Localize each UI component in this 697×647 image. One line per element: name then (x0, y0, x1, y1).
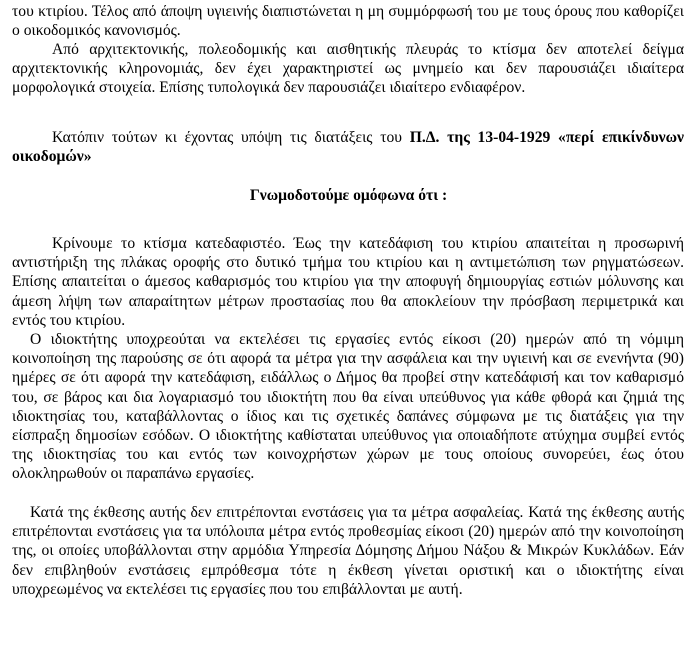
decision-heading: Γνωμοδοτούμε ομόφωνα ότι : (249, 187, 448, 204)
paragraph-demolition: Κρίνουμε το κτίσμα κατεδαφιστέο. Έως την κατεδάφιση του κτιρίου απαιτείται η προσωρινή αντιστήριξη της πλάκας οροφής στο δυτικό τμήμα του κτιρίου και η αντιμετώπιση των ρηγματώσεων. Επίσης απαιτείται ο άμεσος καθαρισμός του κτιρίου για την αποφυγή δημιουργίας εστιών μόλυνσης και άμεση λήψη των απαραίτητων μέτρων προστασίας που θα αποκλείουν την πρόσβαση περιμετρικά και εντός του κτιρίου. (12, 235, 684, 329)
paragraph-objections: Κατά της έκθεσης αυτής δεν επιτρέπονται ενστάσεις για τα μέτρα ασφαλείας. Κατά της έκθεσης αυτής επιτρέπονται ενστάσεις για τα υπόλοιπα μέτρα εντός προθεσμίας είκοσι (20) ημερών από την κοινοποίηση της, οι οποίες υποβάλλονται στην αρμόδια Υπηρεσία Δόμησης Δήμου Νάξου & Μικρών Κυκλάδων. Εάν δεν επιβληθούν ενστάσεις εμπρόθεσμα τότε η έκθεση γίνεται οριστική και ο ιδιοκτήτης είναι υποχρεωμένος να εκτελέσει τις εργασίες που του επιβάλλονται με αυτή. (12, 504, 684, 598)
paragraph-legal-basis (12, 128, 684, 166)
paragraph-owner-obligations: Ο ιδιοκτήτης υποχρεούται να εκτελέσει τις εργασίες εντός είκοσι (20) ημερών από τη νόμιμη κοινοποίηση της παρούσης σε ότι αφορά τα μέτρα για την ασφάλεια και την υγιεινή και σε ενενήντα (90) ημέρες σε ότι αφορά την κατεδάφιση, ειδάλλως ο Δήμος θα προβεί στην κατεδάφισή και τον καθαρισμό του, σε βάρος και δια λογαριασμό του ιδιοκτήτη που θα είναι υπεύθυνος για κάθε φθορά και ζημιά της ιδιοκτησίας του, καταβάλλοντας ο ίδιος και τις σχετικές δαπάνες σύμφωνα με τις διατάξεις για την είσπραξη δημοσίων εσόδων. Ο ιδιοκτήτης καθίσταται υπεύθυνος για οποιαδήποτε ατύχημα συμβεί εντός της ιδιοκτησίας του και εντός των κοινοχρήστων χώρων με τους οποίους συνορεύει, έως ότου ολοκληρωθούν οι παραπάνω εργασίες. (12, 331, 684, 483)
paragraph-hygiene: του κτιρίου. Τέλος από άποψη υγιεινής διαπιστώνεται η μη συμμόρφωσή του με τους όρους που καθορίζει ο οικοδομικός κανονισμός. (12, 3, 684, 40)
paragraph-architecture: Από αρχιτεκτονικής, πολεοδομικής και αισθητικής πλευράς το κτίσμα δεν αποτελεί δείγμα αρχιτεκτονικής κληρονομιάς, δεν έχει χαρακτηριστεί ως μνημείο και δεν παρουσιάζει ιδιαίτερα μορφολογικά στοιχεία. Επίσης τυπολογικά δεν παρουσιάζει ιδιαίτερο ενδιαφέρον. (12, 41, 684, 97)
legal-basis-decree: Π.Δ. της 13-04-1929 «περί επικίνδυνων οικοδομών» (12, 129, 684, 166)
legal-basis-text: Κατόπιν τούτων κι έχοντας υπόψη τις διατάξεις του (52, 129, 410, 146)
